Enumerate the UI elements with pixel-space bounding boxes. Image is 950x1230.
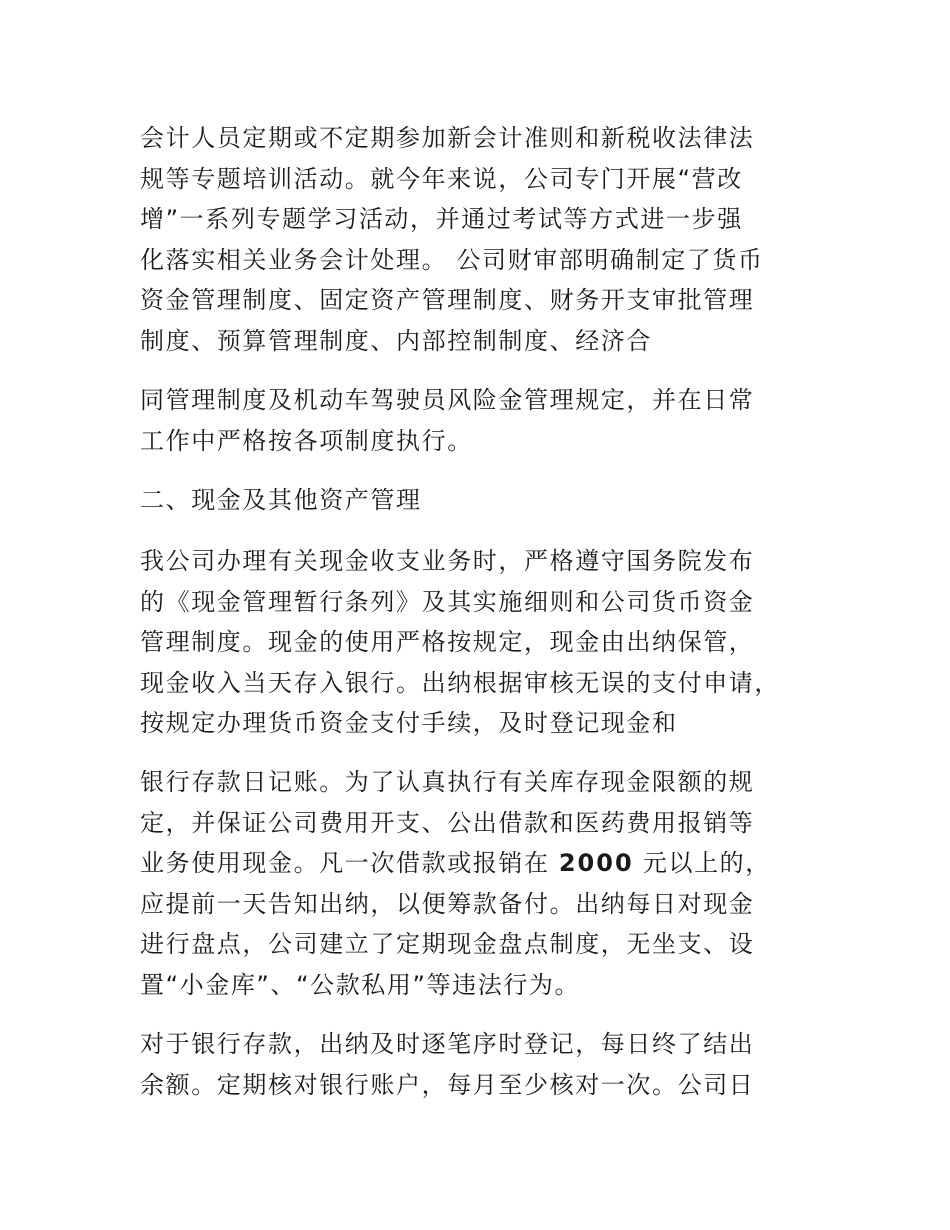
text-line: 我公司办理有关现金收支业务时，严格遵守国务院发布 — [140, 547, 755, 575]
text-line: 的《现金管理暂行条列》及其实施细则和公司货币资金 — [140, 587, 755, 616]
text-segment: 元以上的， — [642, 849, 771, 877]
text-line: 工作中严格按各项制度执行。 — [140, 426, 473, 455]
paragraph-cash-limit — [140, 762, 840, 1005]
paragraph-cash-business — [140, 541, 840, 744]
text-line: 余额。定期核对银行账户，每月至少核对一次。公司日 — [140, 1070, 755, 1099]
text-line: 定，并保证公司费用开支、公出借款和医药费用报销等 — [140, 808, 755, 837]
text-line: 银行存款日记账。为了认真执行有关库存现金限额的规 — [140, 768, 755, 796]
text-line: 现金收入当天存入银行。出纳根据审核无误的支付申请， — [140, 668, 780, 697]
text-line-with-amount — [140, 843, 840, 884]
text-line: 按规定办理货币资金支付手续，及时登记现金和 — [140, 709, 678, 737]
paragraph-training — [140, 118, 840, 361]
paragraph-bank-deposit — [140, 1024, 840, 1105]
section-heading — [140, 480, 840, 521]
text-line: 化落实相关业务会计处理。 公司财审部明确制定了货币 — [140, 245, 764, 274]
text-segment: 业务使用现金。凡一次借款或报销在 — [140, 849, 550, 877]
heading-text: 二、现金及其他资产管理 — [140, 486, 422, 514]
text-line: 资金管理制度、固定资产管理制度、财务开支审批管理 — [140, 286, 755, 314]
text-line: 应提前一天告知出纳，以便筹款备付。出纳每日对现金 — [140, 889, 755, 918]
text-line: 同管理制度及机动车驾驶员风险金管理规定，并在日常 — [140, 386, 755, 414]
text-line: 管理制度。现金的使用严格按规定，现金由出纳保管， — [140, 628, 755, 656]
text-line: 规等专题培训活动。就今年来说，公司专门开展“营改 — [140, 164, 743, 193]
text-line: 进行盘点，公司建立了定期现金盘点制度，无坐支、设 — [140, 930, 755, 958]
amount-value: 2000 — [558, 849, 634, 877]
text-line: 会计人员定期或不定期参加新会计准则和新税收法律法 — [140, 124, 755, 152]
text-line: 置“小金库”、“公款私用”等违法行为。 — [140, 970, 581, 999]
text-line: 增”一系列专题学习活动，并通过考试等方式进一步强 — [140, 205, 743, 233]
text-line: 制度、预算管理制度、内部控制制度、经济合 — [140, 326, 652, 355]
text-line: 对于银行存款，出纳及时逐笔序时登记，每日终了结出 — [140, 1030, 755, 1058]
paragraph-contract-management — [140, 380, 840, 461]
